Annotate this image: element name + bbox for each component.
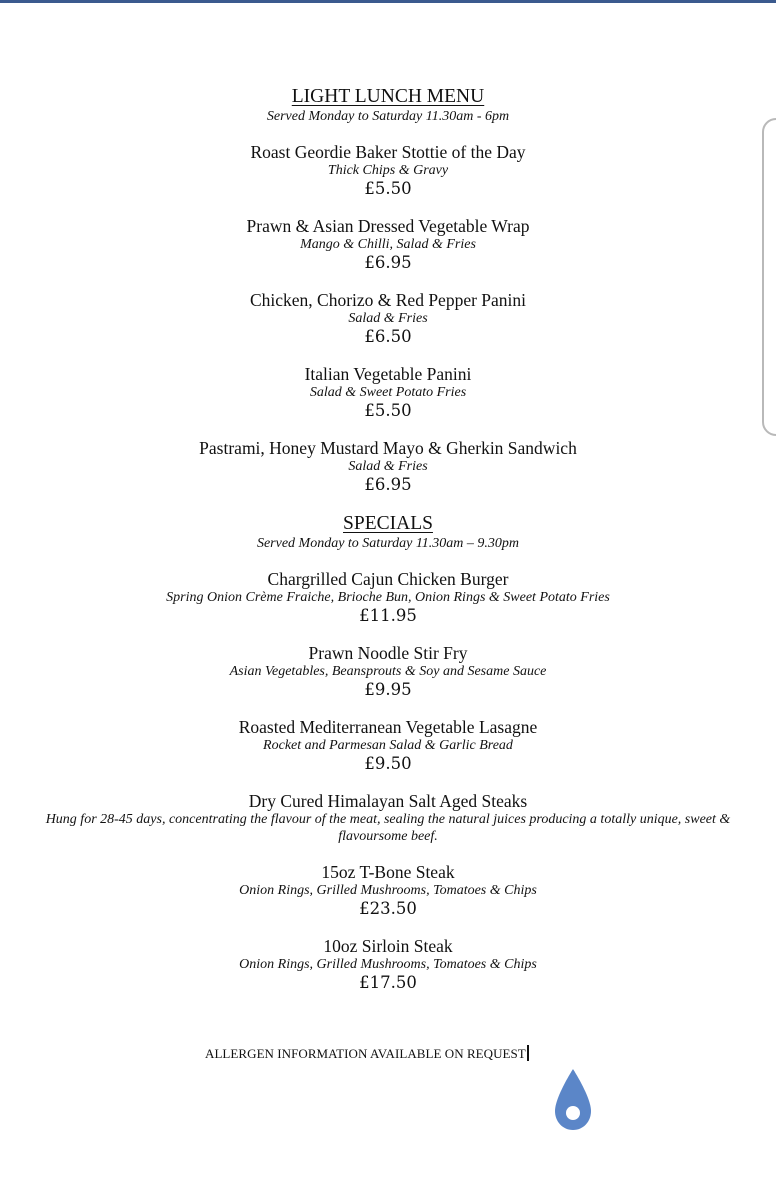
selection-handle-icon[interactable]: [552, 1067, 594, 1133]
item-description: Onion Rings, Grilled Mushrooms, Tomatoes & Chips: [239, 957, 537, 972]
item-price: £11.95: [359, 606, 417, 625]
item-name: 15oz T-Bone Steak: [321, 862, 455, 882]
item-name: Chargrilled Cajun Chicken Burger: [267, 569, 509, 589]
steaks-description: Hung for 28-45 days, concentrating the flavour of the meat, sealing the natural juices producing a totally unique, sweet & flavoursome beef.: [45, 812, 731, 844]
item-price: £6.95: [364, 475, 412, 494]
lunch-menu-title: LIGHT LUNCH MENU: [291, 86, 485, 107]
menu-item: [0, 439, 776, 495]
item-description: Rocket and Parmesan Salad & Garlic Bread: [263, 738, 513, 753]
lunch-menu-hours: Served Monday to Saturday 11.30am - 6pm: [266, 109, 510, 124]
steaks-heading-block: [0, 792, 776, 845]
steaks-heading: Dry Cured Himalayan Salt Aged Steaks: [248, 791, 528, 811]
menu-item: [0, 143, 776, 199]
item-price: £23.50: [359, 899, 417, 918]
item-description: Thick Chips & Gravy: [327, 163, 449, 178]
item-name: Italian Vegetable Panini: [304, 364, 472, 384]
item-price: £9.50: [364, 754, 412, 773]
handle-drop-shape: [555, 1069, 591, 1130]
item-description: Asian Vegetables, Beansprouts & Soy and Sesame Sauce: [229, 664, 547, 679]
menu-item: [0, 365, 776, 421]
top-border: [0, 0, 776, 3]
item-name: Roast Geordie Baker Stottie of the Day: [250, 142, 526, 162]
item-description: Salad & Fries: [348, 459, 428, 474]
item-description: Onion Rings, Grilled Mushrooms, Tomatoes & Chips: [239, 883, 537, 898]
text-cursor: [527, 1045, 529, 1061]
item-price: £5.50: [364, 179, 412, 198]
allergen-notice: [205, 1045, 529, 1063]
menu-item: [0, 217, 776, 273]
specials-hours: Served Monday to Saturday 11.30am – 9.30pm: [256, 536, 520, 551]
item-description: Mango & Chilli, Salad & Fries: [300, 237, 476, 252]
item-name: Prawn & Asian Dressed Vegetable Wrap: [246, 216, 530, 236]
specials-title: SPECIALS: [343, 513, 433, 534]
allergen-notice-text: ALLERGEN INFORMATION AVAILABLE ON REQUEST: [205, 1046, 526, 1061]
item-price: £6.50: [364, 327, 412, 346]
menu-item: [0, 644, 776, 700]
item-price: £17.50: [359, 973, 417, 992]
menu-item: [0, 718, 776, 774]
menu-item: [0, 937, 776, 993]
item-name: 10oz Sirloin Steak: [323, 936, 453, 956]
item-name: Roasted Mediterranean Vegetable Lasagne: [238, 717, 538, 737]
item-name: Pastrami, Honey Mustard Mayo & Gherkin Sandwich: [199, 438, 577, 458]
menu-item: [0, 863, 776, 919]
item-price: £5.50: [364, 401, 412, 420]
item-description: Salad & Sweet Potato Fries: [309, 385, 467, 400]
menu-item: [0, 570, 776, 626]
handle-center-dot: [566, 1106, 580, 1120]
item-description: Spring Onion Crème Fraiche, Brioche Bun, Onion Rings & Sweet Potato Fries: [166, 590, 610, 605]
menu-document: [0, 86, 776, 993]
menu-item: [0, 291, 776, 347]
item-name: Prawn Noodle Stir Fry: [308, 643, 468, 663]
item-price: £6.95: [364, 253, 412, 272]
item-name: Chicken, Chorizo & Red Pepper Panini: [249, 290, 527, 310]
item-price: £9.95: [364, 680, 412, 699]
item-description: Salad & Fries: [348, 311, 428, 326]
